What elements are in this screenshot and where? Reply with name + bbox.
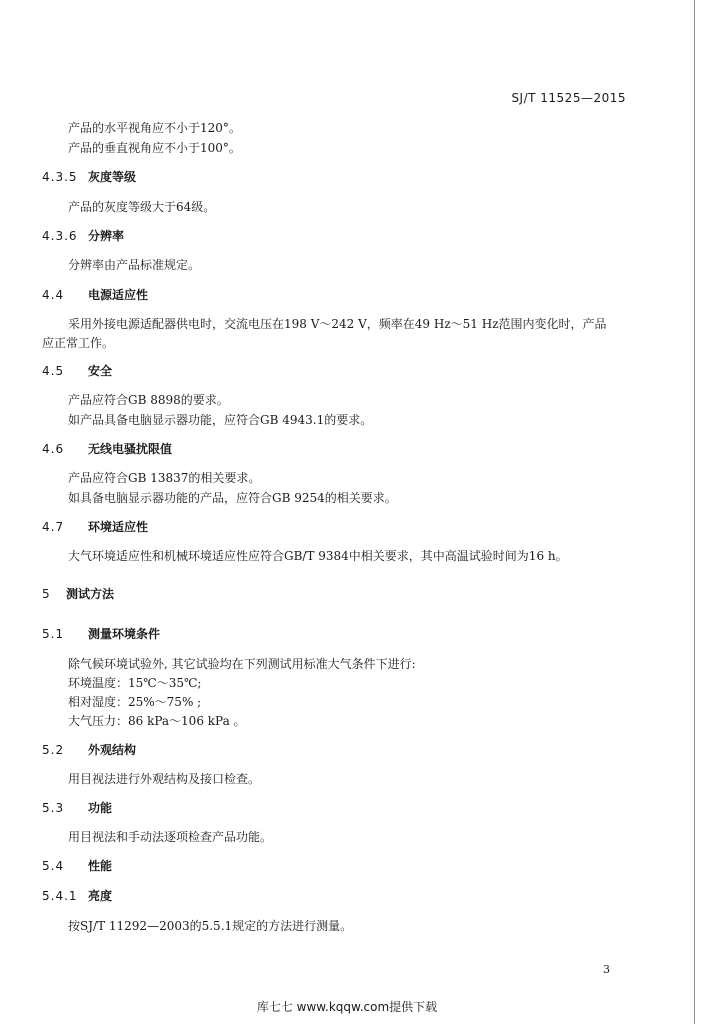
paragraph-environment: 大气环境适应性和机械环境适应性应符合GB/T 9384中相关要求，其中高温试验时间为16 h。 (68, 549, 568, 563)
paragraph-conditions: 除气候环境试验外, 其它试验均在下列测试用标准大气条件下进行: (68, 657, 416, 671)
paragraph-horizontal-angle: 产品的水平视角应不小于120°。 (68, 121, 241, 135)
section-heading-5-4 (42, 858, 112, 874)
section-title: 电源适应性 (88, 288, 149, 302)
section-title: 测试方法 (66, 587, 115, 601)
section-heading-4-7 (42, 519, 148, 535)
paragraph-emi-2: 如具备电脑显示器功能的产品，应符合GB 9254的相关要求。 (68, 491, 397, 505)
section-heading-5-2 (42, 742, 136, 758)
section-heading-4-3-5 (42, 169, 136, 185)
section-heading-4-6 (42, 441, 172, 457)
section-title: 外观结构 (88, 743, 137, 757)
section-number: 5.4.1 (42, 889, 78, 903)
section-number: 4.3.5 (42, 170, 78, 184)
paragraph-power: 采用外接电源适配器供电时，交流电压在198 V～242 V，频率在49 Hz～51 Hz范围内变化时，产品应正常工作。 (42, 317, 607, 350)
paragraph-gray-level: 产品的灰度等级大于64级。 (68, 200, 216, 214)
section-number: 5.1 (42, 627, 65, 641)
paragraph-temperature: 环境温度：15℃～35℃; (68, 676, 202, 690)
section-number: 5.2 (42, 743, 65, 757)
paragraph-brightness: 按SJ/T 11292—2003的5.5.1规定的方法进行测量。 (68, 919, 353, 933)
section-title: 分辨率 (88, 229, 125, 243)
section-title: 环境适应性 (88, 520, 149, 534)
section-number: 4.5 (42, 364, 65, 378)
paragraph-humidity: 相对湿度：25%～75% ; (68, 695, 202, 709)
page-number: 3 (603, 963, 610, 976)
paragraph-emi-1: 产品应符合GB 13837的相关要求。 (68, 471, 261, 485)
section-heading-4-5 (42, 363, 112, 379)
standard-number: SJ/T 11525—2015 (511, 91, 626, 105)
section-title: 灰度等级 (88, 170, 137, 184)
section-number: 4.7 (42, 520, 65, 534)
section-heading-5-1 (42, 626, 160, 642)
section-number: 4.3.6 (42, 229, 78, 243)
paragraph-vertical-angle: 产品的垂直视角应不小于100°。 (68, 141, 241, 155)
section-title: 测量环境条件 (88, 627, 161, 641)
section-title: 性能 (88, 859, 113, 873)
section-heading-5 (42, 586, 114, 602)
paragraph-appearance: 用目视法进行外观结构及接口检查。 (68, 772, 261, 786)
paragraph-safety-2: 如产品具备电脑显示器功能，应符合GB 4943.1的要求。 (68, 413, 373, 427)
section-number: 4.6 (42, 442, 65, 456)
section-number: 5.4 (42, 859, 65, 873)
section-title: 安全 (88, 364, 113, 378)
section-heading-4-4 (42, 287, 148, 303)
section-title: 亮度 (88, 889, 113, 903)
section-number: 5.3 (42, 801, 65, 815)
section-number: 4.4 (42, 288, 65, 302)
section-heading-5-4-1 (42, 888, 112, 904)
download-footer: 库七七 www.kqqw.com提供下载 (256, 1000, 438, 1014)
paragraph-function: 用目视法和手动法逐项检查产品功能。 (68, 830, 273, 844)
paragraph-resolution: 分辨率由产品标准规定。 (68, 258, 201, 272)
section-title: 功能 (88, 801, 113, 815)
section-heading-4-3-6 (42, 228, 124, 244)
section-number: 5 (42, 587, 51, 601)
page-edge-line (694, 0, 695, 1024)
section-heading-5-3 (42, 800, 112, 816)
paragraph-safety-1: 产品应符合GB 8898的要求。 (68, 393, 229, 407)
paragraph-pressure: 大气压力：86 kPa～106 kPa 。 (68, 714, 246, 728)
section-title: 无线电骚扰限值 (88, 442, 173, 456)
